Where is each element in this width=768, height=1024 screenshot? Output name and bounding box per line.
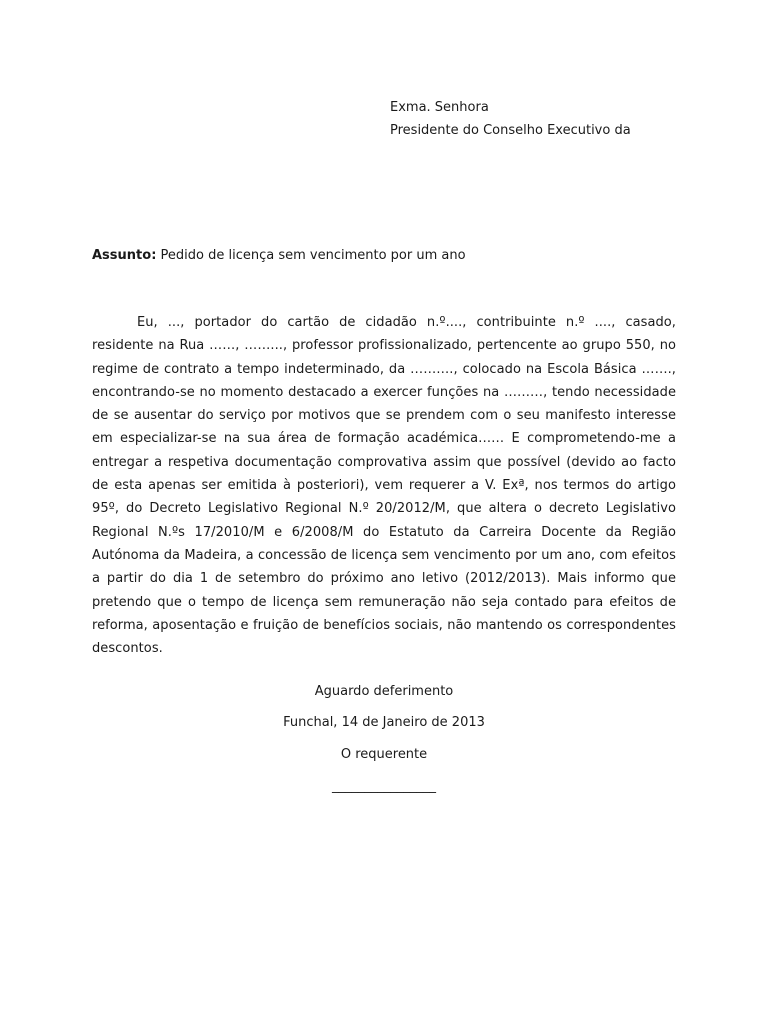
addressee-title: Presidente do Conselho Executivo da [390,123,631,138]
subject-text: Pedido de licença sem vencimento por um ano [156,248,466,263]
signature-line: ________________ [332,779,436,794]
place-date: Funchal, 14 de Janeiro de 2013 [283,715,485,730]
requester-label: O requerente [340,747,428,762]
addressee-block [390,96,631,142]
letter-body: Eu, ..., portador do cartão de cidadão n.º...., contribuinte n.º ...., casado, residente na Rua ……, ……..., professor profissionalizado, pertencente ao grupo 550, no regime de contrato a tempo indeterminado, da ………., colocado na Escola Básica ……., encontrando-se no momento destacado a exercer funções na ………, tendo necessidade de se ausentar do serviço por motivos que se prendem com o seu manifesto interesse em especializar-se na sua área de formação académica…… E comprometendo-me a entregar a respetiva documentação comprovativa assim que possível (devido ao facto de esta apenas ser emitida à posteriori), vem requerer a V. Exª, nos termos do artigo 95º, do Decreto Legislativo Regional N.º 20/2012/M, que altera o decreto Legislativo Regional N.ºs 17/2010/M e 6/2008/M do Estatuto da Carreira Docente da Região Autónoma da Madeira, a concessão de licença sem vencimento por um ano, com efeitos a partir do dia 1 de setembro do próximo ano letivo (2012/2013). Mais informo que pretendo que o tempo de licença sem remuneração não seja contado para efeitos de reforma, aposentação e fruição de benefícios sociais, não mantendo os correspondentes descontos. [92,315,676,657]
closing-phrase: Aguardo deferimento [314,684,454,699]
subject-line [92,246,466,266]
addressee-salutation: Exma. Senhora [390,100,489,115]
subject-label: Assunto: [92,248,157,263]
